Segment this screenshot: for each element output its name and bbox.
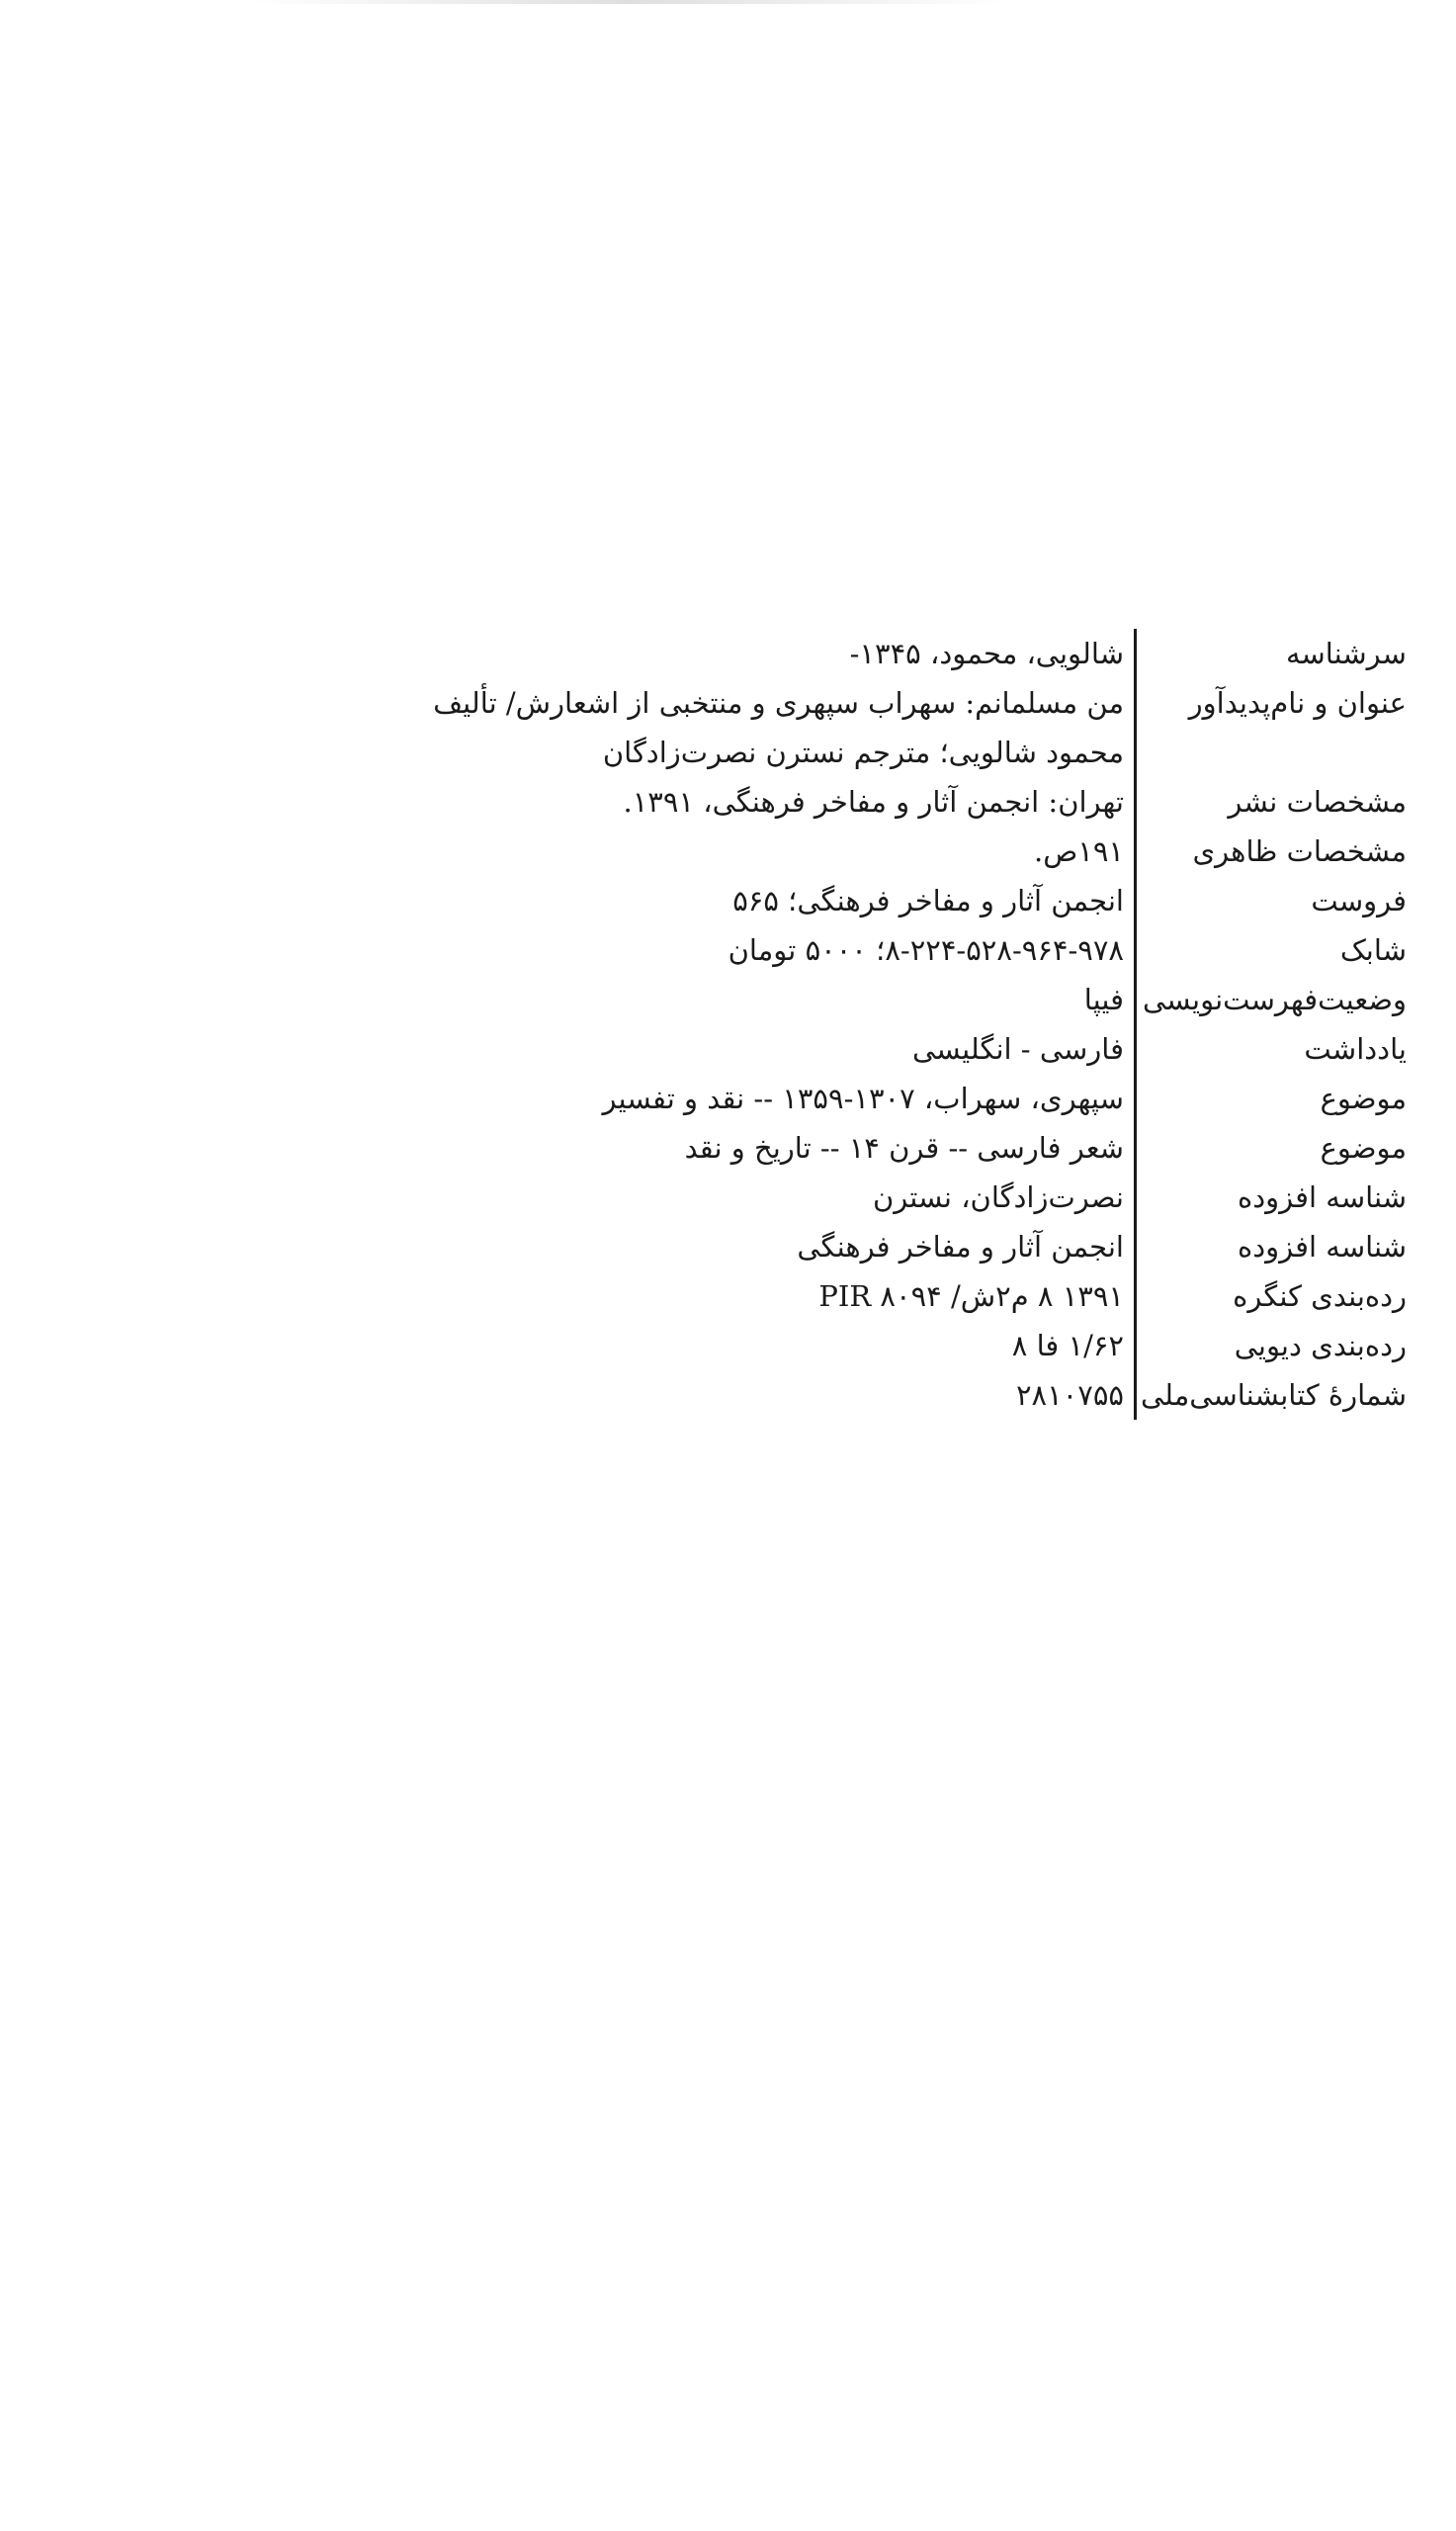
record-row-main-entry (376, 629, 1415, 678)
column-divider (1134, 1024, 1137, 1074)
record-value-line: ۲۸۱۰۷۵۵ (1015, 1378, 1124, 1412)
record-label: عنوان و نام‌پدیدآور (1188, 686, 1407, 720)
scan-edge-mark (252, 0, 1003, 4)
record-label: شناسه افزوده (1238, 1230, 1407, 1264)
record-row-physical-description (376, 827, 1415, 876)
record-row-publication (376, 777, 1415, 827)
record-label: رده‌بندی کنگره (1233, 1279, 1407, 1313)
record-label: شابک (1339, 933, 1407, 967)
column-divider (1134, 975, 1137, 1024)
column-divider (1134, 1271, 1137, 1321)
record-value-line: ۱۹۱ص. (1033, 834, 1124, 868)
record-label: رده‌بندی دیویی (1234, 1329, 1407, 1362)
record-value (376, 777, 1134, 827)
record-label: یادداشت (1304, 1032, 1407, 1066)
record-row-national-bibliography-number (376, 1370, 1415, 1420)
record-row-isbn (376, 925, 1415, 975)
column-divider (1134, 1321, 1137, 1370)
record-label: موضوع (1320, 1082, 1407, 1115)
record-row-lc-classification (376, 1271, 1415, 1321)
record-label: شمارهٔ کتابشناسی‌ملی (1140, 1378, 1407, 1412)
record-row-subject-1 (376, 1074, 1415, 1123)
record-label: وضعیت‌فهرست‌نویسی (1142, 983, 1407, 1016)
record-label: موضوع (1320, 1131, 1407, 1165)
column-divider (1134, 777, 1137, 827)
record-value (376, 1024, 1134, 1074)
record-row-note (376, 1024, 1415, 1074)
column-divider (1134, 1173, 1137, 1222)
record-row-subject-2 (376, 1123, 1415, 1173)
column-divider (1134, 925, 1137, 975)
record-label: مشخصات نشر (1228, 785, 1407, 819)
record-row-cataloging-status (376, 975, 1415, 1024)
record-value-line: ۱۳۹۱ ۸ م۲ش/ ۸۰۹۴ PIR (818, 1279, 1124, 1313)
column-divider (1134, 1370, 1137, 1420)
record-label: سرشناسه (1285, 637, 1407, 670)
record-label: فروست (1311, 884, 1407, 917)
column-divider (1134, 678, 1137, 777)
record-value (376, 827, 1134, 876)
record-value-line: تهران: انجمن آثار و مفاخر فرهنگی، ۱۳۹۱. (623, 785, 1124, 819)
record-value (376, 876, 1134, 925)
column-divider (1134, 876, 1137, 925)
record-row-title-statement (376, 678, 1415, 777)
record-value-line: انجمن آثار و مفاخر فرهنگی؛ ۵۶۵ (732, 884, 1124, 917)
record-value (376, 629, 1134, 678)
record-value-line: من مسلمانم: سهراب سپهری و منتخبی از اشعارش/ تألیف (433, 686, 1124, 720)
record-label: شناسه افزوده (1238, 1180, 1407, 1214)
record-value-line: شعر فارسی -- قرن ۱۴ -- تاریخ و نقد (684, 1131, 1124, 1165)
record-row-added-entry-2 (376, 1222, 1415, 1271)
record-value-line: شالویی، محمود، ۱۳۴۵- (849, 637, 1124, 670)
record-value (376, 1074, 1134, 1123)
column-divider (1134, 827, 1137, 876)
record-row-series (376, 876, 1415, 925)
record-value (376, 1370, 1134, 1420)
record-row-dewey-classification (376, 1321, 1415, 1370)
record-row-added-entry-1 (376, 1173, 1415, 1222)
record-value (376, 925, 1134, 975)
column-divider (1134, 1123, 1137, 1173)
record-value-line: انجمن آثار و مفاخر فرهنگی (797, 1230, 1124, 1264)
record-value (376, 1321, 1134, 1370)
record-value-line: ۱/۶۲ فا ۸ (1011, 1329, 1124, 1362)
record-value-line: فیپا (1083, 983, 1124, 1016)
column-divider (1134, 1074, 1137, 1123)
record-value-line: محمود شالویی؛ مترجم نسترن نصرت‌زادگان (602, 736, 1124, 769)
record-value-line: نصرت‌زادگان، نسترن (872, 1180, 1124, 1214)
column-divider (1134, 629, 1137, 678)
record-value (376, 1222, 1134, 1271)
record-value-line: ۸-۲۲۴-۵۲۸-۹۶۴-۹۷۸؛ ۵۰۰۰ تومان (728, 933, 1124, 967)
record-value (376, 1173, 1134, 1222)
record-value-line: فارسی - انگلیسی (912, 1032, 1124, 1066)
cataloging-in-publication-block (376, 629, 1415, 1425)
column-divider (1134, 1222, 1137, 1271)
record-value (376, 1123, 1134, 1173)
record-value (376, 1271, 1134, 1321)
record-label: مشخصات ظاهری (1192, 834, 1407, 868)
record-value-line: سپهری، سهراب، ۱۳۰۷-۱۳۵۹ -- نقد و تفسیر (602, 1082, 1124, 1115)
record-value (376, 678, 1134, 777)
record-value (376, 975, 1134, 1024)
